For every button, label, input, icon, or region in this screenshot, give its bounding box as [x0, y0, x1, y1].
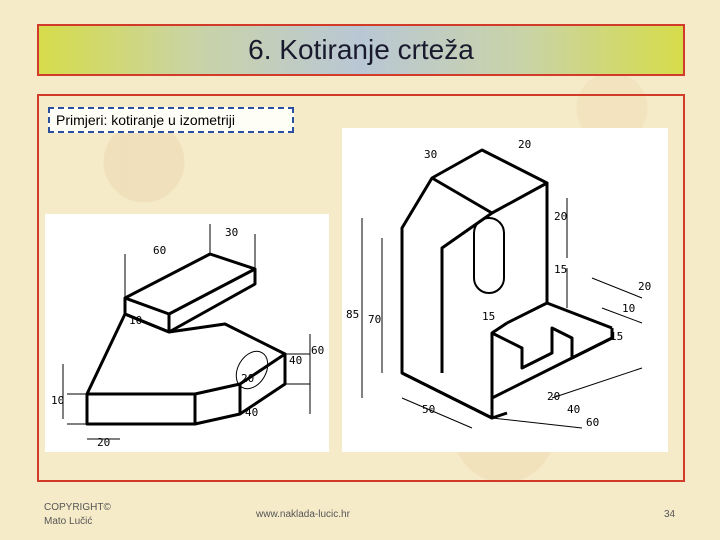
dim-label: 85 — [346, 308, 360, 321]
dim-label: 40 — [245, 406, 259, 419]
dim-label: 10 — [622, 302, 636, 315]
isometric-drawing-left-svg — [45, 214, 329, 452]
dim-label: 40 — [289, 354, 303, 367]
dim-label: 40 — [567, 403, 581, 416]
dim-label: 10 — [51, 394, 65, 407]
copyright-line: COPYRIGHT© — [44, 502, 111, 513]
dim-label: 50 — [422, 403, 436, 416]
dim-label: 15 — [482, 310, 496, 323]
isometric-drawing-left — [45, 214, 329, 452]
author-name: Mato Lučić — [44, 516, 93, 527]
dim-label: 20 — [241, 372, 255, 385]
dim-label: 20 — [547, 390, 561, 403]
dim-label: 20 — [638, 280, 652, 293]
dim-label: 15 — [610, 330, 624, 343]
dim-label: 60 — [153, 244, 167, 257]
isometric-drawing-right-svg — [342, 128, 668, 452]
slide-title-bar — [37, 24, 685, 76]
isometric-drawing-right — [342, 128, 668, 452]
slide-title: 6. Kotiranje crteža — [248, 34, 474, 65]
dim-label: 60 — [586, 416, 600, 429]
dim-label: 20 — [518, 138, 532, 151]
footer-url: www.naklada-lucic.hr — [256, 509, 350, 520]
dim-label: 30 — [225, 226, 239, 239]
copyright-notice — [44, 501, 111, 529]
dim-label: 20 — [97, 436, 111, 449]
dim-label: 10 — [129, 314, 143, 327]
dim-label: 60 — [311, 344, 325, 357]
page-number: 34 — [664, 509, 676, 520]
dim-label: 20 — [554, 210, 568, 223]
dim-label: 70 — [368, 313, 382, 326]
dim-label: 30 — [424, 148, 438, 161]
slide-subtitle: Primjeri: kotiranje u izometriji — [48, 107, 294, 133]
dim-label: 15 — [554, 263, 568, 276]
